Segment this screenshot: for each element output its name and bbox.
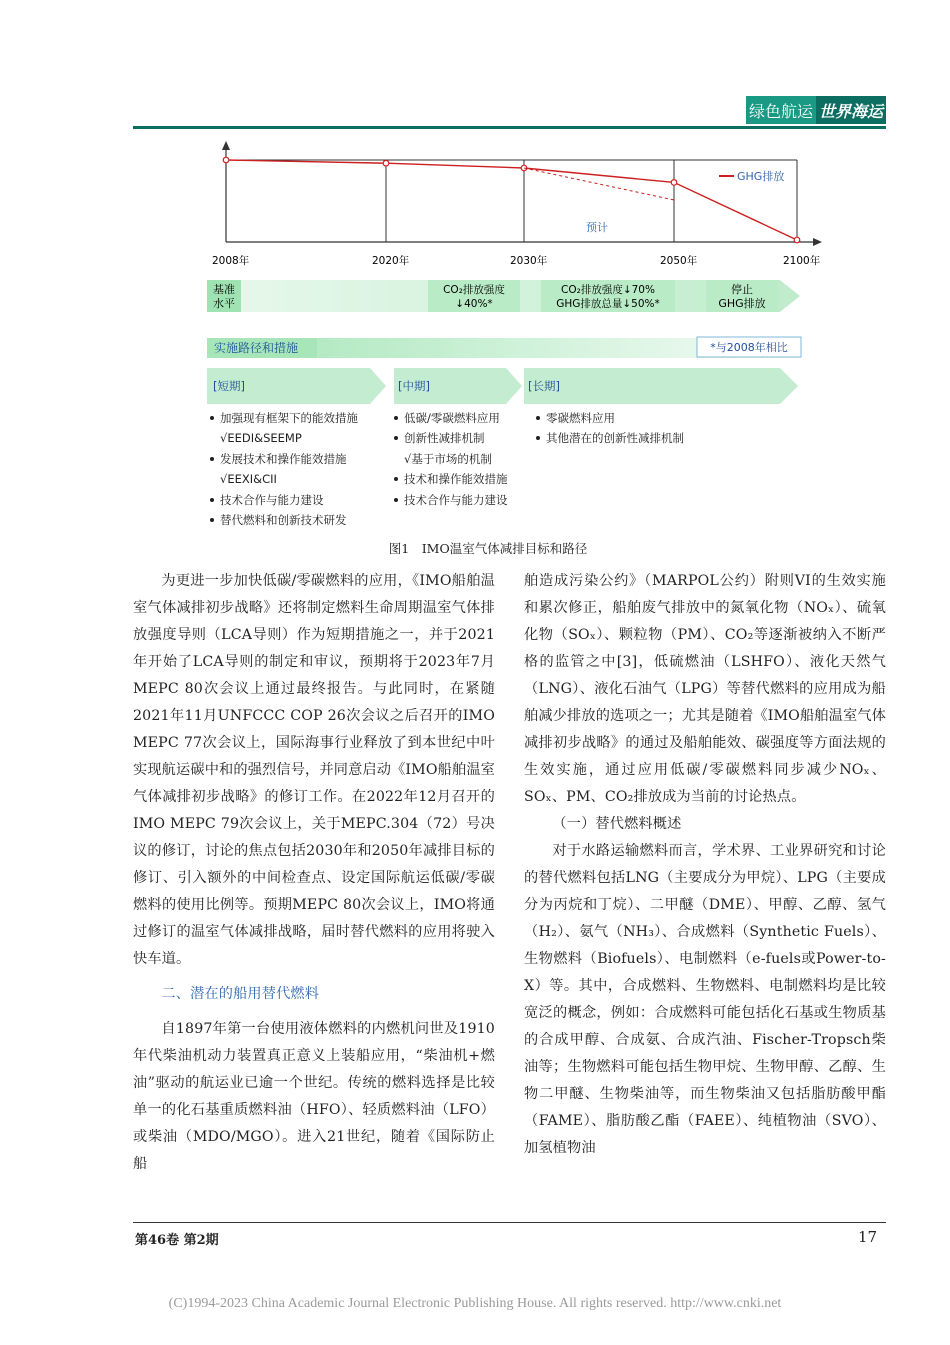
forecast-dashed-line [524, 168, 674, 200]
right-paragraph-2: 对于水路运输燃料而言，学术界、工业界研究和讨论的替代燃料包括LNG（主要成分为甲烷）、LPG（主要成分为丙烷和丁烷）、二甲醚（DME）、甲醇、乙醇、氢气（H₂）、氨气（NH₃）、合成燃料（Synthetic Fuels）、生物燃料（Biofuels）、电制燃料（e-fuels或Power-to-X）等。其中，合成燃料、生物燃料、电制燃料均是比较宽泛的概念，例如：合成燃料可能包括化石基或生物质基的合成甲醇、合成氨、合成汽油、Fischer-Tropsch柴油等；生物燃料可能包括生物甲烷、生物甲醇、乙醇、生物二甲醚、生物柴油等，而生物柴油又包括脂肪酸甲酯（FAME）、脂肪酸乙酯（FAEE）、纯植物油（SVO）、加氢植物油 [524, 843, 886, 1156]
left-paragraph-2: 自1897年第一台使用液体燃料的内燃机问世及1910年代柴油机动力装置真正意义上装船应用，“柴油机+燃油”驱动的航运业已逾一个世纪。传统的燃料选择是比较单一的化石基重质燃料油（HFO）、轻质燃料油（LFO）或柴油（MDO/MGO）。进入21世纪，随着《国际防止船 [133, 1021, 495, 1172]
short-item-4: √EEXI&CII [220, 472, 277, 486]
ghg-point-4 [794, 237, 800, 243]
journal-logo: 世界海运 [816, 96, 886, 124]
legend-label: GHG排放 [737, 170, 785, 183]
issue-label: 第46卷 第2期 [135, 1233, 219, 1248]
bullet-icon [536, 436, 540, 440]
target-2100-line1: 停止 [731, 283, 753, 296]
short-item-6: 替代燃料和创新技术研发 [220, 513, 347, 527]
ghg-point-1 [383, 160, 389, 166]
copyright-notice: (C)1994-2023 China Academic Journal Electronic Publishing House. All rights reserved. http://www.cnki.net [168, 1296, 782, 1311]
bullet-icon [536, 416, 540, 420]
year-label-2030: 2030年 [510, 255, 548, 267]
header-section-label: 绿色航运 [746, 96, 816, 124]
target-baseline-line2: 水平 [213, 297, 235, 310]
compare-note: *与2008年相比 [710, 341, 788, 354]
bullet-icon [394, 436, 398, 440]
mid-item-2: 创新性减排机制 [404, 431, 485, 445]
target-2050-line2: GHG排放总量↓50%* [556, 298, 660, 310]
long-item-2: 其他潜在的创新性减排机制 [546, 431, 684, 445]
phase-mid-label: [中期] [398, 379, 430, 393]
footer-rule [133, 1222, 886, 1223]
bullet-icon [210, 518, 214, 522]
bullet-icon [210, 457, 214, 461]
y-axis-arrow-icon [222, 141, 230, 150]
short-item-5: 技术合作与能力建设 [220, 493, 324, 507]
short-item-2: √EEDI&SEEMP [220, 431, 302, 445]
figure-caption: 图1 IMO温室气体减排目标和路径 [388, 541, 588, 556]
mid-item-1: 低碳/零碳燃料应用 [404, 411, 500, 425]
page-number: 17 [858, 1228, 878, 1246]
bullet-icon [394, 416, 398, 420]
target-2030-line1: CO₂排放强度 [443, 284, 505, 296]
mid-item-5: 技术合作与能力建设 [404, 493, 508, 507]
section-heading: 二、潜在的船用替代燃料 [161, 986, 320, 1002]
left-column [133, 568, 495, 1178]
ghg-emission-line [226, 160, 797, 240]
phase-long-label: [长期] [528, 379, 560, 393]
bullet-icon [394, 498, 398, 502]
year-label-2100: 2100年 [783, 255, 821, 267]
year-label-2050: 2050年 [660, 255, 698, 267]
mid-item-4: 技术和操作能效措施 [404, 472, 508, 486]
short-item-1: 加强现有框架下的能效措施 [220, 411, 358, 425]
target-2030-line2: ↓40%* [455, 298, 493, 310]
left-paragraph-1: 为更进一步加快低碳/零碳燃料的应用，《IMO船舶温室气体减排初步战略》还将制定燃料生命周期温室气体排放强度导则（LCA导则）作为短期措施之一，并于2021年开始了LCA导则的制定和审议，预期将于2023年7月MEPC 80次会议上通过最终报告。与此同时，在紧随2021年11月UNFCCC COP 26次会议之后召开的IMO MEPC 77次会议上，国际海事行业释放了到本世纪中叶实现航运碳中和的强烈信号，并同意启动《IMO船舶温室气体减排初步战略》的修订工作。在2022年12月召开的IMO MEPC 79次会议上，关于MEPC.304（72）号决议的修订，讨论的焦点包括2030年和2050年减排目标的修订、引入额外的中间检查点、设定国际航运低碳/零碳燃料的使用比例等。预期MEPC 80次会议上，IMO将通过修订的温室气体减排战略，届时替代燃料的应用将驶入快车道。 [133, 573, 495, 967]
phase-short-label: [短期] [213, 379, 245, 393]
x-axis-arrow-icon [813, 238, 822, 246]
path-label: 实施路径和措施 [214, 341, 299, 355]
target-2100-line2: GHG排放 [718, 297, 766, 310]
long-item-1: 零碳燃料应用 [546, 411, 615, 425]
bullet-icon [394, 477, 398, 481]
right-column [524, 568, 886, 1162]
figure-1 [0, 0, 950, 565]
mid-item-3: √基于市场的机制 [404, 452, 492, 466]
phase-long-arrow [524, 368, 798, 404]
bullet-icon [210, 416, 214, 420]
short-item-3: 发展技术和操作能效措施 [220, 452, 347, 466]
ghg-point-3 [671, 180, 677, 186]
subsection-heading: （一）替代燃料概述 [552, 816, 682, 832]
forecast-label: 预计 [586, 221, 608, 234]
year-label-2008: 2008年 [212, 255, 250, 267]
right-paragraph-1: 舶造成污染公约》（MARPOL公约）附则VI的生效实施和累次修正，船舶废气排放中的氮氧化物（NOₓ）、硫氧化物（SOₓ）、颗粒物（PM）、CO₂等逐渐被纳入不断严格的监管之中[3]，低硫燃油（LSHFO）、液化天然气（LNG）、液化石油气（LPG）等替代燃料的应用成为船舶减少排放的选项之一；尤其是随着《IMO船舶温室气体减排初步战略》的通过及船舶能效、碳强度等方面法规的生效实施，通过应用低碳/零碳燃料同步减少NOₓ、SOₓ、PM、CO₂排放成为当前的讨论热点。 [524, 573, 886, 805]
target-baseline-line1: 基准 [213, 283, 235, 296]
ghg-point-0 [223, 157, 229, 163]
bullet-icon [210, 498, 214, 502]
year-label-2020: 2020年 [372, 255, 410, 267]
target-2050-line1: CO₂排放强度↓70% [561, 284, 655, 296]
